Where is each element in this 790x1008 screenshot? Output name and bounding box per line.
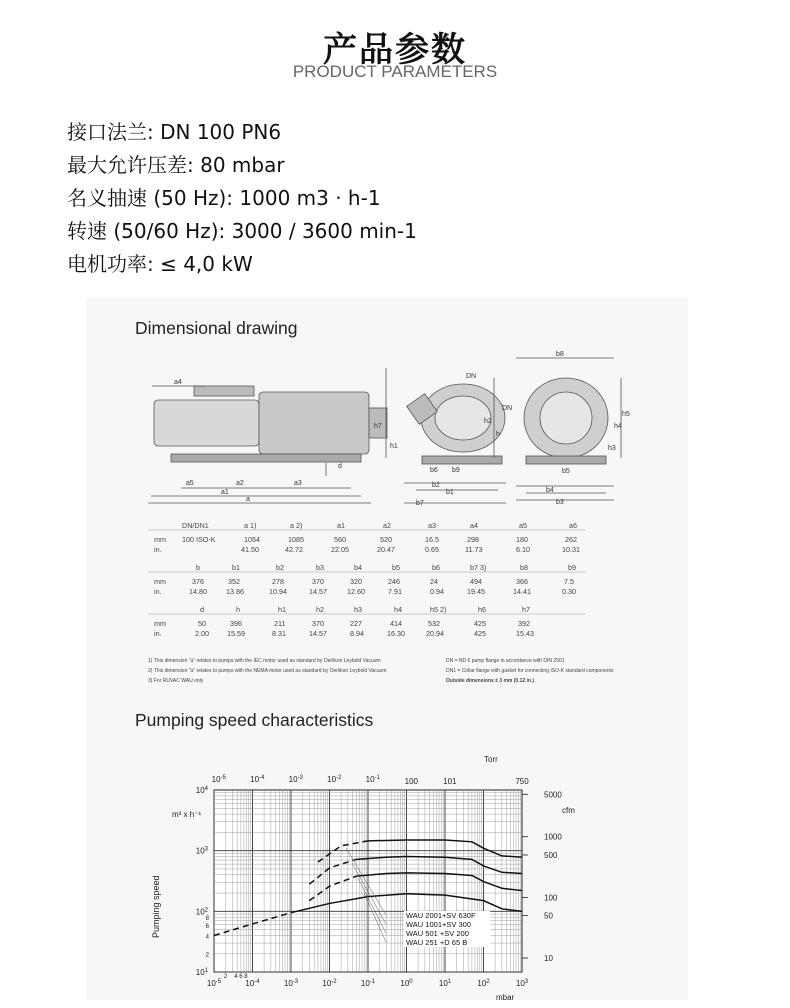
t2-h9: b9 bbox=[568, 563, 576, 572]
t2-h5: b5 bbox=[392, 563, 400, 572]
t2-r0-c6: 246 bbox=[388, 577, 400, 586]
label-dn-end: DN bbox=[502, 405, 513, 412]
note-dn: DN = ND 6 pump flange in accordance with DIN 2501 bbox=[446, 658, 565, 664]
label-h4: h4 bbox=[614, 423, 622, 430]
t3-r0-c7: 532 bbox=[428, 619, 440, 628]
legend-item: WAU 251 +D 65 B bbox=[406, 938, 468, 947]
t2-r1-c7: 0.94 bbox=[430, 587, 444, 596]
t3-r0-c4: 370 bbox=[312, 619, 324, 628]
param-rotation-speed: 转速 (50/60 Hz): 3000 / 3600 min-1 bbox=[67, 219, 417, 243]
label-h5: h5 bbox=[622, 411, 630, 418]
t2-h3: b3 bbox=[316, 563, 324, 572]
t2-r1-c4: 14.57 bbox=[309, 587, 327, 596]
t1-r0-c8: 180 bbox=[516, 535, 528, 544]
t3-h0: d bbox=[200, 605, 204, 614]
label-d: d bbox=[338, 463, 342, 470]
x-tick-bottom: $10^{-5}$ bbox=[206, 979, 222, 988]
t1-r0-c5: 520 bbox=[380, 535, 392, 544]
t3-r1-c5: 8.94 bbox=[350, 629, 364, 638]
y-axis-label: Pumping speed bbox=[151, 875, 161, 938]
t2-r0-c5: 320 bbox=[350, 577, 362, 586]
t1-r1-c5: 20.47 bbox=[377, 545, 395, 554]
t2-r1-c10: 0.30 bbox=[562, 587, 576, 596]
t1-h8: a6 bbox=[569, 521, 577, 530]
label-h7: h7 bbox=[374, 423, 382, 430]
t1-r0-c9: 262 bbox=[565, 535, 577, 544]
x-tick-bottom: $10^0$ bbox=[400, 979, 413, 988]
table1 bbox=[148, 521, 586, 554]
x-tick-top: $10^{-4}$ bbox=[250, 775, 265, 784]
dimension-tables bbox=[86, 518, 688, 668]
t3-h4: h3 bbox=[354, 605, 362, 614]
t1-r1-c3: 42.72 bbox=[285, 545, 303, 554]
param-flange: 接口法兰: DN 100 PN6 bbox=[67, 120, 282, 144]
x-bottom-unit-label: mbar bbox=[496, 993, 515, 1002]
y-right-tick: 100 bbox=[544, 893, 558, 903]
pumping-speed-chart bbox=[86, 738, 688, 1008]
t1-r0-c6: 16.5 bbox=[425, 535, 439, 544]
pump-housing bbox=[259, 392, 369, 454]
t3-r0-c9: 392 bbox=[518, 619, 530, 628]
t3-h5: h4 bbox=[394, 605, 402, 614]
t1-r0-c3: 1085 bbox=[288, 535, 304, 544]
x-tick-top: $10^{-3}$ bbox=[288, 775, 303, 784]
y-right-unit-label: cfm bbox=[562, 806, 575, 815]
t3-r1-c1: 2.00 bbox=[195, 629, 209, 638]
y-minor-tick: 2 bbox=[205, 952, 209, 959]
table2 bbox=[148, 563, 586, 596]
x-tick-bottom: $10^3$ bbox=[515, 979, 529, 988]
label-h2: h2 bbox=[484, 418, 492, 425]
label-h3: h3 bbox=[608, 445, 616, 452]
y-minor-tick: 8 bbox=[205, 916, 209, 923]
t3-r1-c8: 425 bbox=[474, 629, 486, 638]
t3-r1-c3: 8.31 bbox=[272, 629, 286, 638]
y-right-tick: 10 bbox=[544, 954, 553, 964]
label-h: h bbox=[496, 431, 500, 438]
label-a5: a5 bbox=[186, 480, 194, 487]
t1-h1: a 1) bbox=[244, 521, 257, 530]
x-tick-top: 101 bbox=[443, 777, 457, 786]
t1-r1-c7: 11.73 bbox=[465, 545, 483, 554]
table3 bbox=[148, 605, 586, 638]
t3-h2: h1 bbox=[278, 605, 286, 614]
t2-r0-c0: mm bbox=[154, 577, 166, 586]
x-tick-bottom: $10^{-2}$ bbox=[322, 979, 337, 988]
t1-h4: a2 bbox=[383, 521, 391, 530]
x-minor-tick: 2 bbox=[223, 974, 228, 980]
label-a3: a3 bbox=[294, 480, 302, 487]
label-b8: b8 bbox=[556, 351, 564, 358]
t2-h8: b8 bbox=[520, 563, 528, 572]
x-tick-bottom: $10^2$ bbox=[477, 979, 490, 988]
t2-r0-c10: 7.5 bbox=[564, 577, 574, 586]
t1-h0: DN/DN1 bbox=[182, 521, 209, 530]
x-tick-bottom: $10^{-4}$ bbox=[245, 979, 260, 988]
note-dn1: DN1 = Collar flange with gasket for connecting ISO-K standard components bbox=[446, 668, 614, 674]
t1-r1-c6: 0.65 bbox=[425, 545, 439, 554]
t2-h0: b bbox=[196, 563, 200, 572]
t2-r1-c2: 13 86 bbox=[226, 587, 244, 596]
base-frame bbox=[171, 454, 361, 462]
t3-r0-c1: 50 bbox=[198, 619, 206, 628]
t1-r0-c1: 100 ISO-K bbox=[182, 535, 216, 544]
t2-r0-c2: 352 bbox=[228, 577, 240, 586]
t3-r1-c7: 20.94 bbox=[426, 629, 444, 638]
t3-h7: h6 bbox=[478, 605, 486, 614]
t2-r1-c9: 14.41 bbox=[513, 587, 531, 596]
t1-r1-c0: in. bbox=[154, 545, 162, 554]
t2-r1-c3: 10.94 bbox=[269, 587, 287, 596]
t1-r0-c7: 298 bbox=[467, 535, 479, 544]
y-right-tick: 5000 bbox=[544, 790, 562, 800]
label-b5: b5 bbox=[562, 468, 570, 475]
t1-r0-c2: 1054 bbox=[244, 535, 260, 544]
t1-r0-c4: 560 bbox=[334, 535, 346, 544]
label-a1: a1 bbox=[221, 489, 229, 496]
t2-r1-c5: 12.60 bbox=[347, 587, 365, 596]
t2-r0-c8: 494 bbox=[470, 577, 482, 586]
t3-h8: h7 bbox=[522, 605, 530, 614]
y-tick: $10^2$ bbox=[195, 907, 208, 917]
t3-r0-c2: 396 bbox=[230, 619, 242, 628]
param-max-pressure: 最大允许压差: 80 mbar bbox=[67, 153, 285, 177]
t2-r0-c1: 376 bbox=[192, 577, 204, 586]
t3-r1-c4: 14.57 bbox=[309, 629, 327, 638]
legend-item: WAU 2001+SV 630F bbox=[406, 911, 476, 920]
label-dn: DN bbox=[466, 373, 477, 380]
page-subtitle: PRODUCT PARAMETERS bbox=[292, 62, 498, 81]
t3-r0-c8: 425 bbox=[474, 619, 486, 628]
legend-item: WAU 501 +SV 200 bbox=[406, 929, 469, 938]
label-b3: b3 bbox=[556, 499, 564, 506]
t1-h2: a 2) bbox=[290, 521, 303, 530]
drawing-title: Dimensional drawing bbox=[135, 318, 298, 338]
t3-h3: h2 bbox=[316, 605, 324, 614]
footnote-1: 1) This dimension "a" relates to pumps with the IEC motor used as standard by Oerlikon Leybold Vacuum bbox=[148, 658, 381, 664]
param-pumping-speed: 名义抽速 (50 Hz): 1000 m3 · h-1 bbox=[67, 186, 381, 210]
y-right-tick: 50 bbox=[544, 911, 553, 921]
t3-r1-c6: 16.30 bbox=[387, 629, 405, 638]
t1-h6: a4 bbox=[470, 521, 478, 530]
t3-r0-c6: 414 bbox=[390, 619, 402, 628]
param-list bbox=[67, 116, 417, 281]
t1-r1-c4: 22.05 bbox=[331, 545, 349, 554]
x-tick-top: $10^{-1}$ bbox=[365, 775, 380, 784]
label-b9: b9 bbox=[452, 467, 460, 474]
x-top-unit-label: Torr bbox=[484, 755, 498, 764]
chart-title: Pumping speed characteristics bbox=[135, 710, 374, 730]
t2-h6: b6 bbox=[432, 563, 440, 572]
t3-r0-c5: 227 bbox=[350, 619, 362, 628]
t2-h2: b2 bbox=[276, 563, 284, 572]
x-tick-top: 100 bbox=[404, 777, 418, 786]
t1-h5: a3 bbox=[428, 521, 436, 530]
t3-r1-c0: in. bbox=[154, 629, 162, 638]
datasheet-panel bbox=[86, 298, 688, 1000]
t2-r1-c8: 19.45 bbox=[467, 587, 485, 596]
t2-r0-c7: 24 bbox=[430, 577, 438, 586]
pump-flange-top bbox=[194, 386, 254, 396]
x-tick-bottom: $10^{-1}$ bbox=[360, 979, 376, 988]
x-tick-top: $10^{-5}$ bbox=[211, 775, 226, 784]
y-tick: $10^3$ bbox=[195, 846, 208, 856]
y-tick: $10^1$ bbox=[195, 968, 208, 977]
x-tick-bottom: $10^1$ bbox=[438, 979, 452, 988]
t3-r1-c9: 15.43 bbox=[516, 629, 534, 638]
t2-r1-c6: 7.91 bbox=[388, 587, 402, 596]
legend-item: WAU 1001+SV 300 bbox=[406, 920, 471, 929]
t3-r0-c3: 211 bbox=[274, 619, 286, 628]
y-tick: $10^4$ bbox=[195, 786, 208, 795]
y-right-tick: 500 bbox=[544, 850, 558, 860]
footnote-2: 2) This dimension "a" relates to pumps with the NEMA motor used as standard by Oerlikon Leybold Vacuum bbox=[148, 668, 387, 674]
y-unit-label: m³ x h⁻¹ bbox=[172, 810, 202, 819]
label-b6: b6 bbox=[430, 467, 438, 474]
t2-h4: b4 bbox=[354, 563, 362, 572]
y-minor-tick: 4 bbox=[205, 934, 209, 941]
footnotes bbox=[86, 654, 688, 694]
label-b7: b7 bbox=[416, 500, 424, 507]
t2-r0-c4: 370 bbox=[312, 577, 324, 586]
t3-h6: h5 2) bbox=[430, 605, 447, 614]
t2-r1-c0: in. bbox=[154, 587, 162, 596]
param-motor-power: 电机功率: ≤ 4,0 kW bbox=[67, 252, 253, 276]
t1-r1-c9: 10.31 bbox=[562, 545, 580, 554]
label-a: a bbox=[246, 496, 250, 503]
t3-h1: h bbox=[236, 605, 240, 614]
t2-r1-c1: 14.80 bbox=[189, 587, 207, 596]
label-b1: b1 bbox=[446, 489, 454, 496]
footnote-3: 3) For RUVAC WAU only bbox=[148, 678, 204, 684]
t1-h3: a1 bbox=[337, 521, 345, 530]
y-right-tick: 1000 bbox=[544, 832, 562, 842]
t2-h7: b7 3) bbox=[470, 563, 487, 572]
t2-h1: b1 bbox=[232, 563, 240, 572]
t1-h7: a5 bbox=[519, 521, 527, 530]
x-tick-bottom: $10^{-3}$ bbox=[283, 979, 299, 988]
t1-r0-c0: mm bbox=[154, 535, 166, 544]
label-a4: a4 bbox=[174, 379, 182, 386]
t3-r1-c2: 15.59 bbox=[227, 629, 245, 638]
t1-r1-c2: 41.50 bbox=[241, 545, 259, 554]
label-a2: a2 bbox=[236, 480, 244, 487]
x-tick-top: $10^{-2}$ bbox=[327, 775, 342, 784]
note-outside: Outside dimensions ± 3 mm (0.12 in.) bbox=[446, 678, 535, 684]
label-b2: b2 bbox=[432, 482, 440, 489]
t2-r0-c9: 366 bbox=[516, 577, 528, 586]
page-title: 产品参数 bbox=[323, 30, 467, 70]
y-minor-tick: 6 bbox=[205, 923, 209, 930]
label-b4: b4 bbox=[546, 487, 554, 494]
x-tick-top: 750 bbox=[515, 777, 529, 786]
t1-r1-c8: 6.10 bbox=[516, 545, 530, 554]
t3-r0-c0: mm bbox=[154, 619, 166, 628]
label-h1: h1 bbox=[390, 443, 398, 450]
motor-body bbox=[154, 400, 259, 446]
t2-r0-c3: 278 bbox=[272, 577, 284, 586]
x-minor-tick: 4 6 8 bbox=[234, 974, 248, 980]
